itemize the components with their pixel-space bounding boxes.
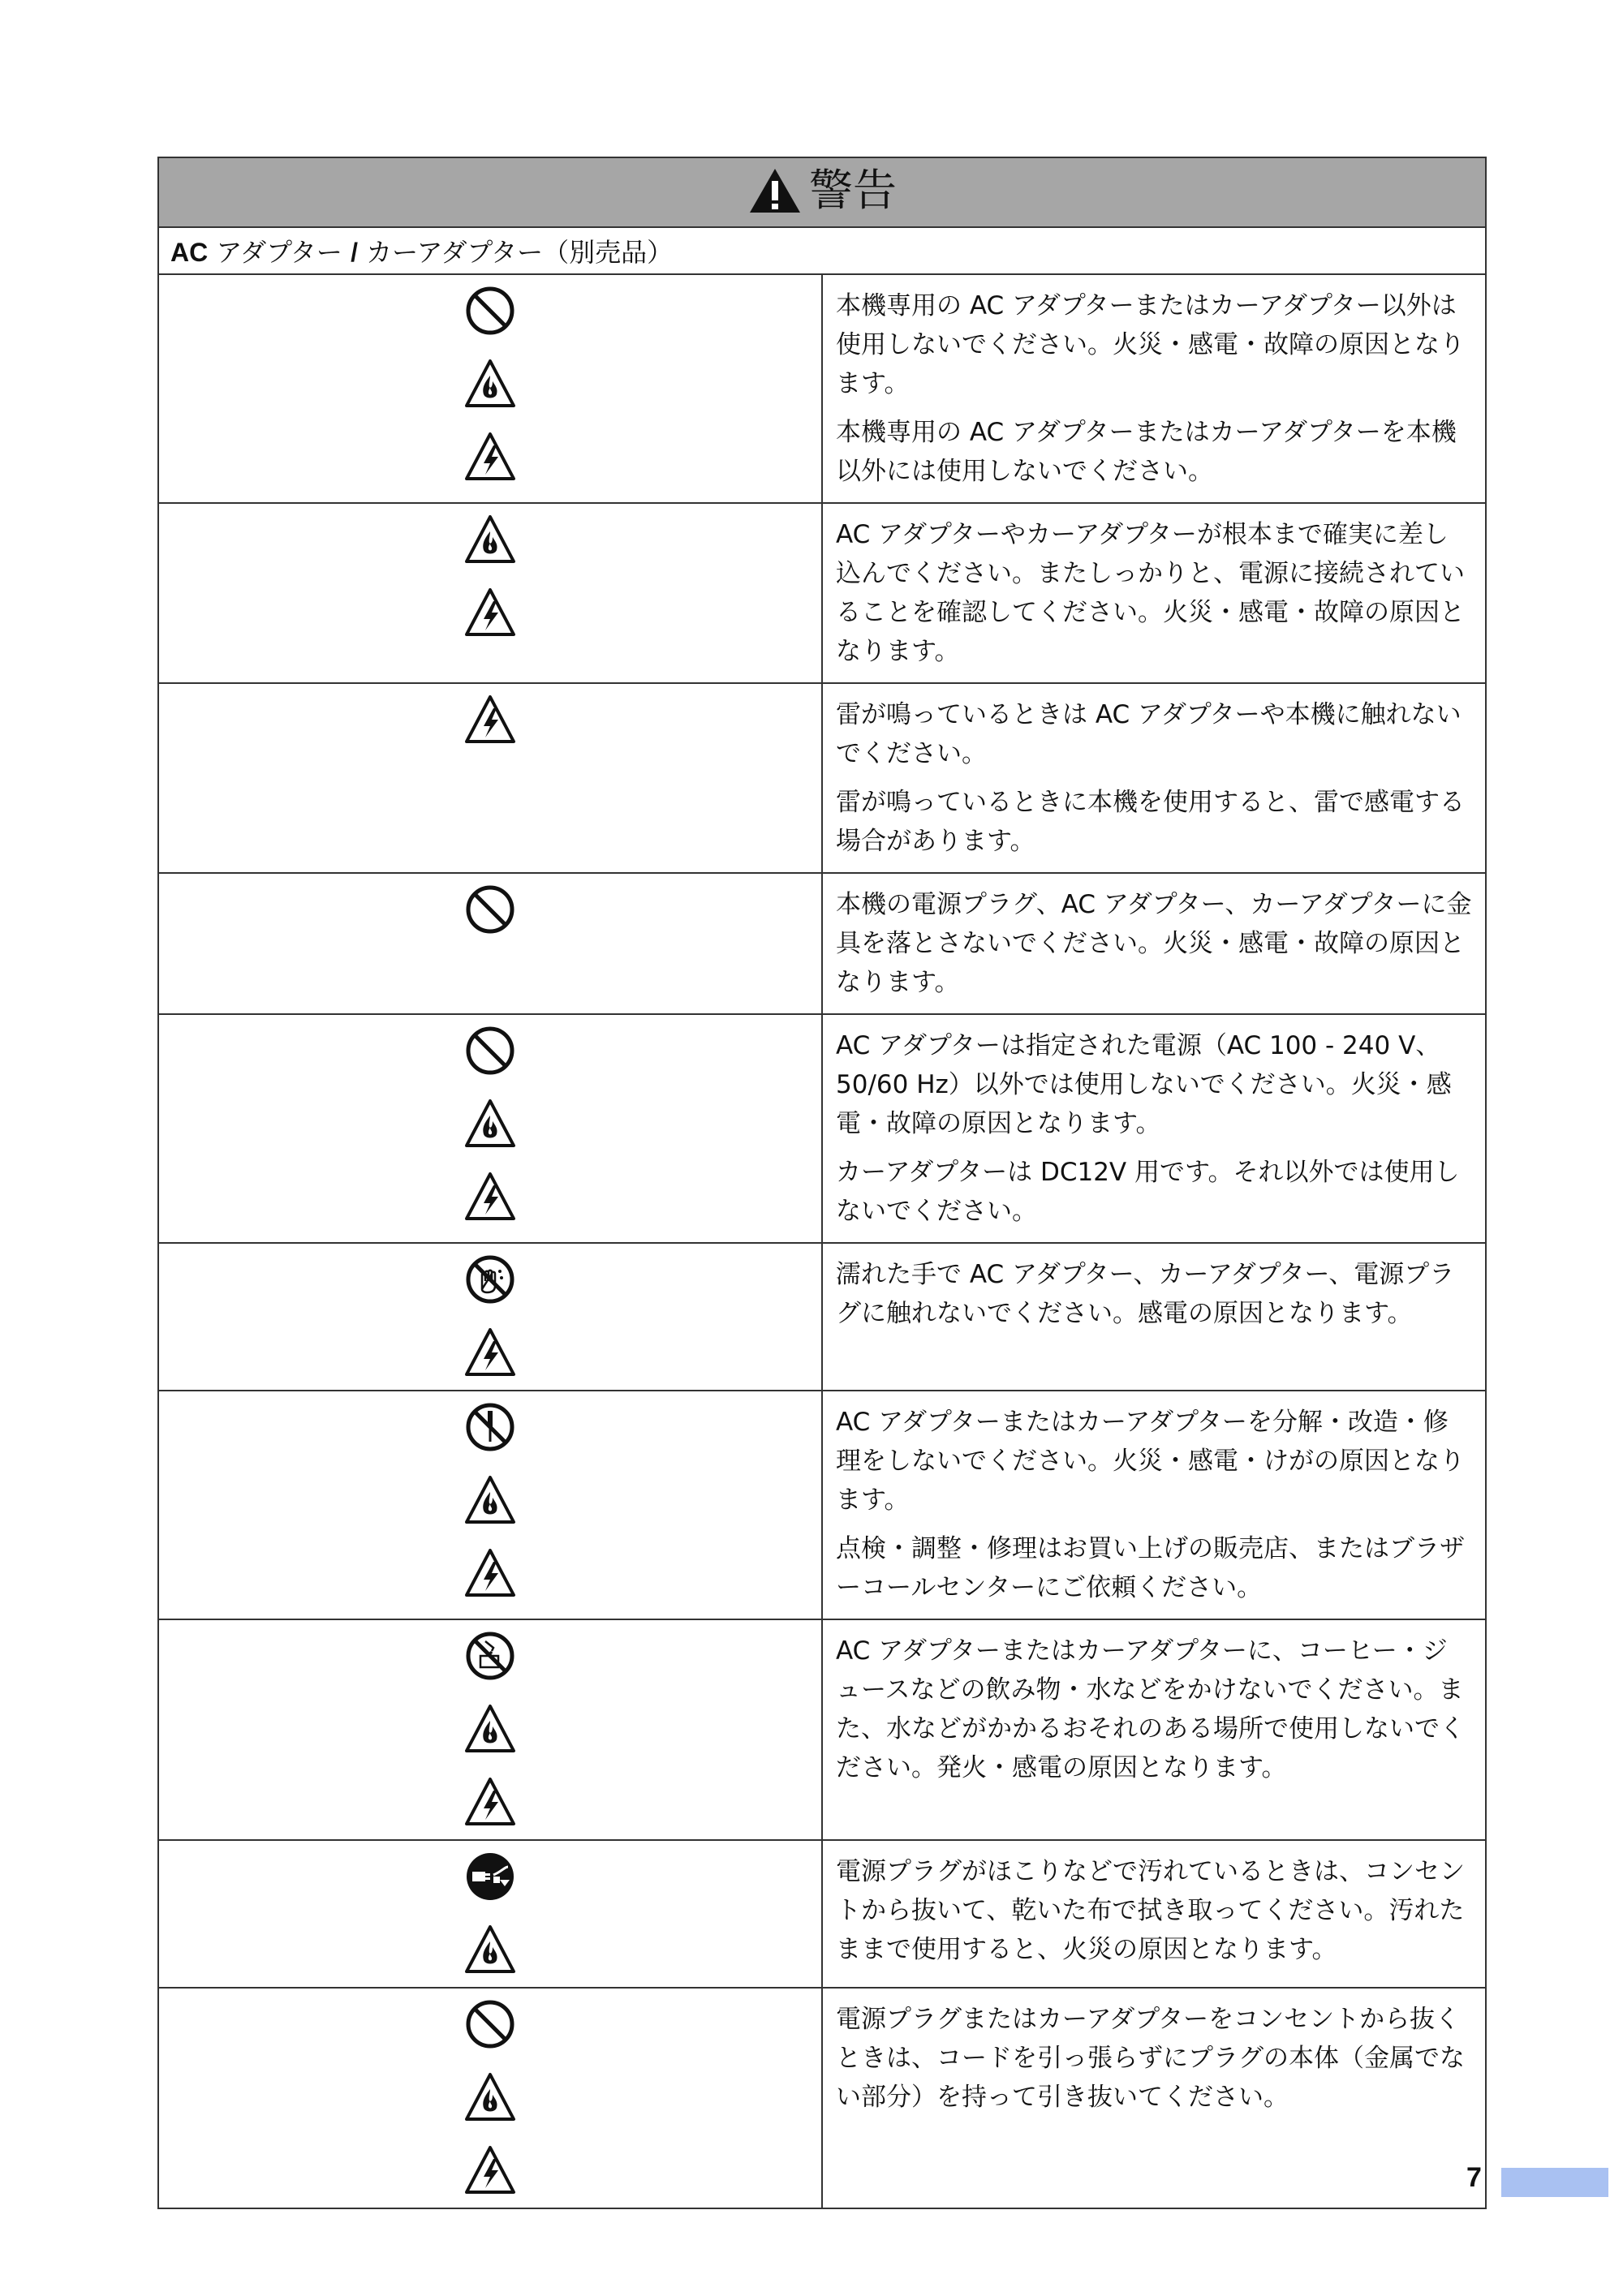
warning-row: [158, 1619, 1486, 1840]
electric-shock-icon: [464, 694, 516, 746]
electric-shock-icon: [464, 431, 516, 483]
electric-shock-icon: [464, 1326, 516, 1378]
warning-text-cell: [822, 1988, 1486, 2208]
warning-icons-cell: [158, 1619, 822, 1840]
warning-text: 雷が鳴っているときは AC アダプターや本機に触れないでください。: [836, 700, 1462, 768]
section-heading-slash: /: [351, 238, 358, 267]
fire-hazard-icon: [464, 1703, 516, 1755]
warning-text: AC アダプターは指定された電源（AC 100 - 240 V、50/60 Hz）以外では使用しないでください。火災・感電・故障の原因となります。: [836, 1031, 1452, 1138]
section-heading-ac: AC: [170, 238, 209, 267]
electric-shock-icon: [464, 2144, 516, 2196]
warning-text: 点検・調整・修理はお買い上げの販売店、またはブラザーコールセンターにご依頼ください。: [836, 1534, 1465, 1602]
section-heading-text1: アダプター: [208, 237, 351, 268]
electric-shock-icon: [464, 1547, 516, 1599]
warning-text-cell: [822, 683, 1486, 873]
warning-row: [158, 1391, 1486, 1619]
no-disassembly-icon: [464, 1401, 516, 1453]
warning-icons-cell: [158, 1243, 822, 1391]
electric-shock-icon: [464, 1171, 516, 1223]
unplug-icon: [464, 1851, 516, 1903]
warning-header: [158, 157, 1486, 227]
warning-row: [158, 274, 1486, 503]
electric-shock-icon: [464, 587, 516, 638]
warning-text: 本機の電源プラグ、AC アダプター、カーアダプターに金具を落とさないでください。火災・感電・故障の原因となります。: [836, 890, 1472, 997]
warning-row: [158, 503, 1486, 683]
warning-text: 本機専用の AC アダプターまたはカーアダプター以外は使用しないでください。火災・感電・故障の原因となります。: [836, 291, 1465, 398]
warning-text: 電源プラグまたはカーアダプターをコンセントから抜くときは、コードを引っ張らずにプラグの本体（金属でない部分）を持って引き抜いてください。: [836, 2005, 1465, 2112]
warning-text-cell: [822, 873, 1486, 1014]
prohibited-icon: [464, 285, 516, 337]
fire-hazard-icon: [464, 1098, 516, 1150]
warning-text: AC アダプターまたはカーアダプターに、コーヒー・ジュースなどの飲み物・水などをかけないでください。また、水などがかかるおそれのある場所で使用しないでください。発火・感電の原因となります。: [836, 1636, 1465, 1782]
section-heading-text2: カーアダプター（別売品）: [357, 237, 674, 268]
prohibited-icon: [464, 884, 516, 935]
warning-icons-cell: [158, 1840, 822, 1988]
warning-text: AC アダプターやカーアダプターが根本まで確実に差し込んでください。またしっかりと、電源に接続されていることを確認してください。火災・感電・故障の原因となります。: [836, 520, 1465, 666]
warning-row: [158, 1243, 1486, 1391]
no-wet-hands-icon: [464, 1253, 516, 1305]
page-tab-bar: [1501, 2168, 1608, 2197]
warning-icons-cell: [158, 1391, 822, 1619]
warning-icons-cell: [158, 1014, 822, 1243]
warning-text: 本機専用の AC アダプターまたはカーアダプターを本機以外には使用しないでください。: [836, 418, 1457, 486]
warning-text: 電源プラグがほこりなどで汚れているときは、コンセントから抜いて、乾いた布で拭き取ってください。汚れたままで使用すると、火災の原因となります。: [836, 1857, 1465, 1964]
warning-row: [158, 1840, 1486, 1988]
warning-icons-cell: [158, 503, 822, 683]
warning-text: 濡れた手で AC アダプター、カーアダプター、電源プラグに触れないでください。感電の原因となります。: [836, 1260, 1455, 1328]
warning-row: [158, 1988, 1486, 2208]
warning-text-cell: [822, 503, 1486, 683]
warning-text-cell: [822, 1014, 1486, 1243]
electric-shock-icon: [464, 1776, 516, 1828]
prohibited-icon: [464, 1025, 516, 1077]
warning-text-cell: [822, 274, 1486, 503]
fire-hazard-icon: [464, 514, 516, 565]
warning-row: [158, 683, 1486, 873]
warning-icons-cell: [158, 683, 822, 873]
warning-row: [158, 873, 1486, 1014]
warning-text-cell: [822, 1391, 1486, 1619]
fire-hazard-icon: [464, 1924, 516, 1976]
warning-triangle-icon: [747, 166, 803, 215]
warning-row: [158, 1014, 1486, 1243]
warning-text-cell: [822, 1619, 1486, 1840]
warning-icons-cell: [158, 1988, 822, 2208]
fire-hazard-icon: [464, 1474, 516, 1526]
section-heading: [158, 227, 1486, 274]
warning-table: [157, 157, 1487, 2209]
warning-text: カーアダプターは DC12V 用です。それ以外では使用しないでください。: [836, 1158, 1460, 1226]
warning-text-cell: [822, 1840, 1486, 1988]
warning-text: 雷が鳴っているときに本機を使用すると、雷で感電する場合があります。: [836, 788, 1465, 856]
warning-text: AC アダプターまたはカーアダプターを分解・改造・修理をしないでください。火災・感電・けがの原因となります。: [836, 1408, 1465, 1515]
warning-icons-cell: [158, 274, 822, 503]
prohibited-icon: [464, 1998, 516, 2050]
fire-hazard-icon: [464, 2071, 516, 2123]
page-number: 7: [1466, 2162, 1482, 2193]
no-liquid-icon: [464, 1630, 516, 1682]
fire-hazard-icon: [464, 358, 516, 410]
warning-icons-cell: [158, 873, 822, 1014]
warning-title: 警告: [809, 165, 897, 216]
warning-text-cell: [822, 1243, 1486, 1391]
